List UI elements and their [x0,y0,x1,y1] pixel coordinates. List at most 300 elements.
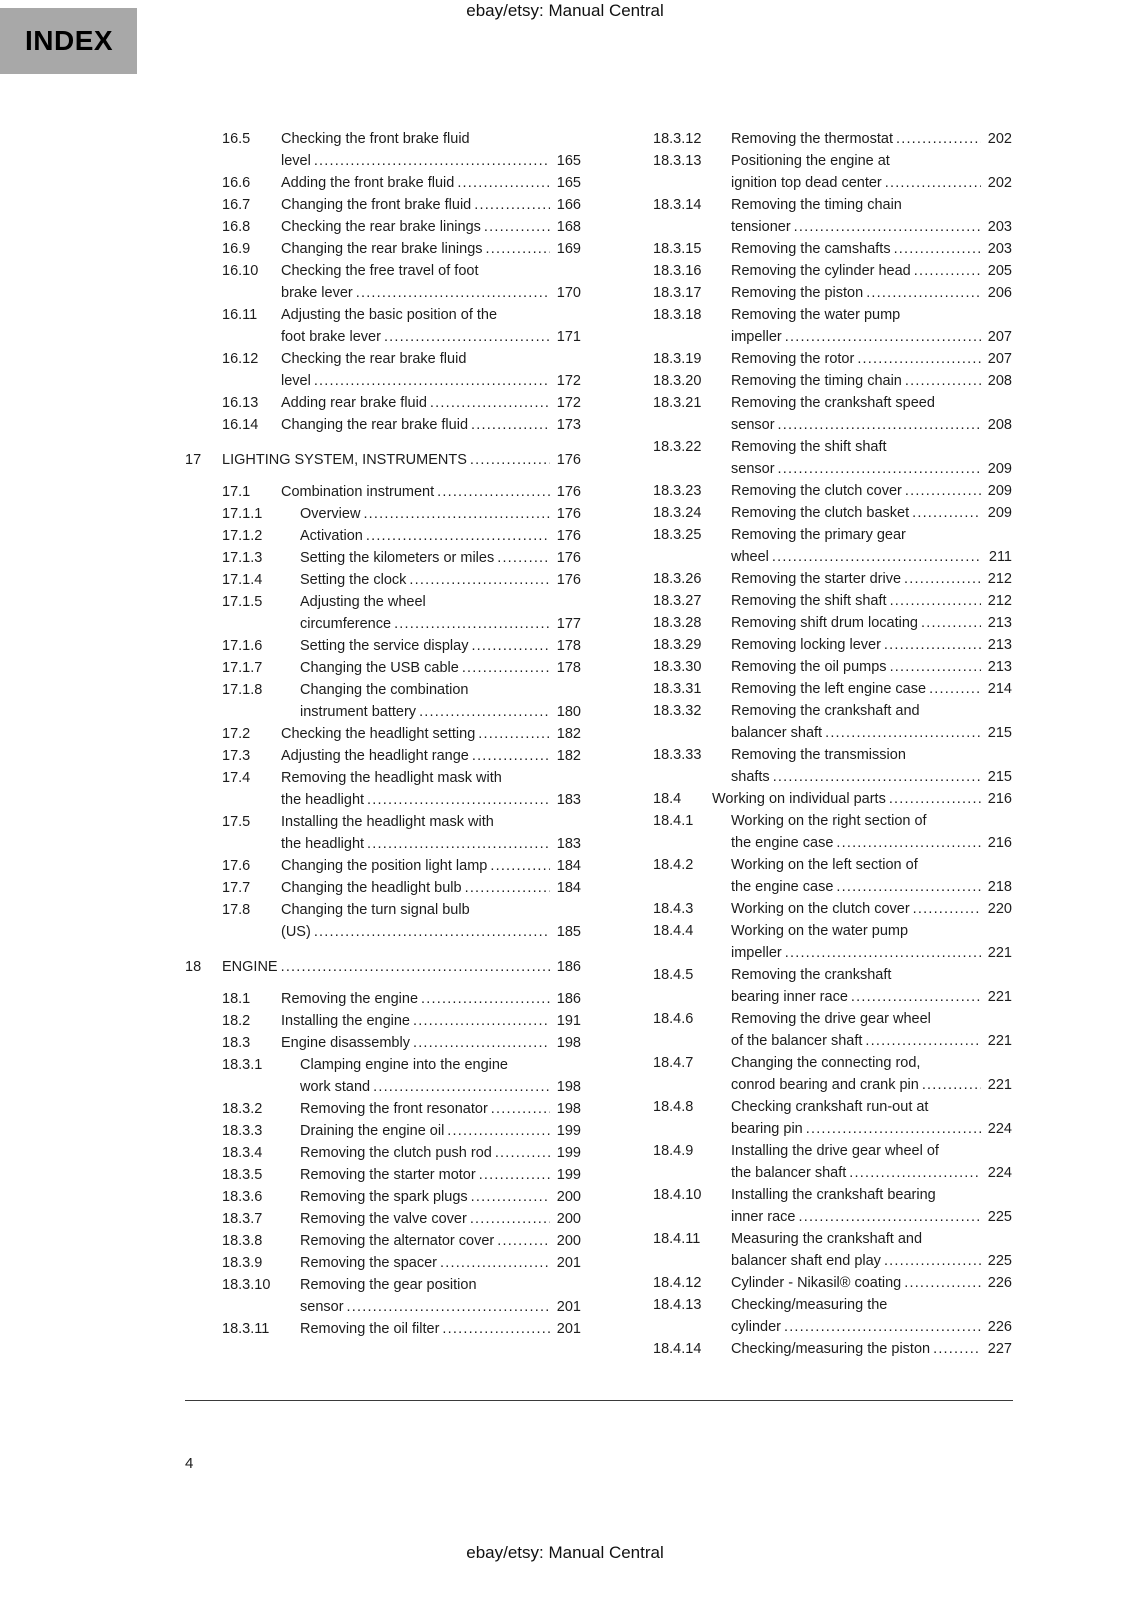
toc-entry-body [300,591,581,635]
toc-entry-lastline [222,449,581,471]
toc-entry-body [281,745,581,767]
toc-entry-number: 18.3.11 [222,1321,270,1337]
toc-entry-body [731,1338,1012,1360]
toc-entry [653,1272,1012,1294]
toc-entry-title: Setting the service display [300,638,469,654]
toc-entry [653,1294,1012,1338]
toc-entry-lastline [731,348,1012,370]
toc-entry-body [731,854,1012,898]
toc-leader-dots [314,921,550,943]
toc-entry-body [281,767,581,811]
toc-entry-lastline [281,370,581,392]
toc-entry [222,503,581,525]
toc-entry-title-line: Working on the water pump [731,923,909,939]
toc-leader-dots [490,855,550,877]
toc-entry-number: 18.3.12 [653,131,702,147]
toc-leader-dots [884,634,981,656]
toc-entry-number: 18.3.7 [222,1211,263,1227]
toc-entry-number: 17.3 [222,748,251,764]
toc-entry [222,216,581,238]
toc-entry-number: 18.3.5 [222,1167,263,1183]
toc-entry-number: 18.3.14 [653,197,702,213]
toc-entry-page: 201 [556,1321,581,1337]
toc-entry-number: 17.1.7 [222,660,263,676]
toc-leader-dots [373,1076,550,1098]
toc-entry-page: 178 [556,660,581,676]
toc-entry-page: 207 [987,351,1012,367]
toc-entry-title: Adding the front brake fluid [281,175,455,191]
toc-entry-title: Removing the starter motor [300,1167,476,1183]
toc-entry-number: 16.10 [222,263,259,279]
toc-entry-lastline [300,1076,581,1098]
toc-leader-dots [904,1272,981,1294]
toc-entry-lastline [731,458,1012,480]
toc-entry-body [300,1318,581,1340]
toc-entry-title: Working on the clutch cover [731,901,910,917]
toc-entry-page: 178 [556,638,581,654]
toc-entry-number: 16.13 [222,395,259,411]
toc-entry-page: 182 [556,726,581,742]
toc-entry [222,260,581,304]
toc-entry-page: 214 [987,681,1012,697]
toc-entry-title-line: Positioning the engine at [731,153,890,169]
toc-entry-page: 209 [987,461,1012,477]
toc-entry-body [281,172,581,194]
toc-entry-body [731,128,1012,150]
toc-entry-title: instrument battery [300,704,417,720]
toc-leader-dots [474,194,550,216]
toc-leader-dots [470,449,550,471]
toc-entry-number: 16.8 [222,219,251,235]
toc-entry-page: 176 [556,506,581,522]
toc-entry-lastline [300,657,581,679]
toc-entry-body [222,956,581,978]
toc-entry-number: 18.4.11 [653,1231,701,1247]
toc-entry-body [300,569,581,591]
toc-entry-number: 17.5 [222,814,251,830]
toc-entry-body [731,964,1012,1008]
toc-leader-dots [772,546,981,568]
toc-leader-dots [825,722,981,744]
toc-entry-lastline [300,1186,581,1208]
toc-entry [222,1208,581,1230]
toc-leader-dots [356,282,550,304]
toc-entry-body [281,304,581,348]
toc-entry-body [300,1186,581,1208]
toc-leader-dots [784,1316,981,1338]
toc-entry-title: impeller [731,329,782,345]
toc-entry-lastline [281,481,581,503]
toc-entry-body [731,502,1012,524]
toc-entry-lastline [281,855,581,877]
toc-entry-page: 198 [556,1079,581,1095]
toc-entry-number: 17.1.8 [222,682,263,698]
toc-leader-dots [478,723,550,745]
toc-entry [222,1318,581,1340]
toc-entry-title: ENGINE [222,959,278,975]
toc-entry-page: 198 [556,1101,581,1117]
toc-entry-body [731,150,1012,194]
toc-entry-body [731,568,1012,590]
toc-entry-number: 18.3.20 [653,373,702,389]
footer-divider [185,1400,1013,1401]
toc-right-column [616,128,1012,1360]
toc-entry-body [300,1098,581,1120]
toc-entry-body [300,547,581,569]
toc-entry-lastline [731,942,1012,964]
toc-leader-dots [366,525,550,547]
toc-entry-lastline [731,1162,1012,1184]
toc-entry-lastline [731,722,1012,744]
toc-entry-lastline [712,788,1012,810]
toc-entry [653,392,1012,436]
toc-leader-dots [497,1230,550,1252]
toc-entry-title: Removing the oil filter [300,1321,440,1337]
toc-entry-body [281,392,581,414]
toc-entry-lastline [731,766,1012,788]
toc-entry-page: 185 [556,924,581,940]
toc-entry-lastline [731,832,1012,854]
toc-entry-lastline [281,745,581,767]
toc-entry [653,348,1012,370]
toc-entry-page: 177 [556,616,581,632]
toc-entry-body [731,1052,1012,1096]
toc-entry-page: 209 [987,483,1012,499]
toc-entry-body [731,744,1012,788]
toc-leader-dots [890,590,981,612]
toc-entry-lastline [281,216,581,238]
toc-leader-dots [442,1318,550,1340]
toc-entry-body [731,612,1012,634]
toc-entry-lastline [300,635,581,657]
toc-entry-page: 202 [987,131,1012,147]
toc-entry-number: 18.3.2 [222,1101,263,1117]
toc-entry-body [731,656,1012,678]
toc-entry [653,1228,1012,1272]
toc-entry-lastline [300,1252,581,1274]
toc-entry-title: the headlight [281,792,365,808]
toc-entry-page: 183 [556,792,581,808]
toc-entry-page: 221 [987,989,1012,1005]
toc-leader-dots [806,1118,981,1140]
toc-entry-title: Removing the alternator cover [300,1233,495,1249]
toc-entry-page: 176 [556,528,581,544]
toc-entry-title-line: Checking/measuring the [731,1297,888,1313]
toc-entry-number: 18.3.26 [653,571,702,587]
toc-entry-title: Checking/measuring the piston [731,1341,931,1357]
toc-entry [653,678,1012,700]
toc-leader-dots [922,1074,981,1096]
toc-entry-lastline [300,525,581,547]
toc-entry-title: Changing the front brake fluid [281,197,472,213]
toc-entry-lastline [731,260,1012,282]
toc-entry [222,569,581,591]
toc-entry-page: 180 [556,704,581,720]
toc-entry [653,1008,1012,1052]
toc-entry-title: Changing the headlight bulb [281,880,462,896]
toc-entry-number: 16.7 [222,197,251,213]
toc-entry-body [300,679,581,723]
toc-leader-dots [894,238,981,260]
toc-entry-title: Adding rear brake fluid [281,395,427,411]
toc-entry-lastline [731,590,1012,612]
toc-entry-title: LIGHTING SYSTEM, INSTRUMENTS [222,452,467,468]
toc-entry-number: 18.3.16 [653,263,702,279]
toc-entry-body [300,1230,581,1252]
toc-entry-number: 18.3.32 [653,703,702,719]
toc-entry-number: 18 [185,959,202,975]
toc-entry-number: 18.3.31 [653,681,702,697]
toc-entry-number: 17.1.2 [222,528,263,544]
toc-leader-dots [486,238,550,260]
toc-entry-lastline [731,656,1012,678]
toc-entry [653,964,1012,1008]
toc-leader-dots [836,876,981,898]
toc-entry-number: 18.3.19 [653,351,702,367]
toc-entry-body [300,1208,581,1230]
toc-leader-dots [471,635,550,657]
toc-entry [222,855,581,877]
toc-entry-title: Removing the thermostat [731,131,893,147]
toc-entry [222,811,581,855]
toc-entry-title: Working on individual parts [712,791,886,807]
toc-leader-dots [933,1338,981,1360]
toc-leader-dots [437,481,550,503]
toc-entry [653,282,1012,304]
toc-entry-title: Setting the kilometers or miles [300,550,495,566]
toc-entry-lastline [731,480,1012,502]
toc-entry-page: 205 [987,263,1012,279]
toc-entry-number: 18.4.10 [653,1187,702,1203]
toc-entry-title: Removing the spark plugs [300,1189,468,1205]
toc-entry-lastline [731,986,1012,1008]
toc-entry [185,956,581,978]
toc-entry-lastline [731,414,1012,436]
toc-entry [653,788,1012,810]
toc-entry-lastline [300,1164,581,1186]
toc-entry-number: 17.7 [222,880,251,896]
toc-leader-dots [785,326,981,348]
toc-entry-number: 17.4 [222,770,251,786]
toc-entry-title: of the balancer shaft [731,1033,863,1049]
toc-entry-title: impeller [731,945,782,961]
toc-entry-page: 199 [556,1167,581,1183]
toc-entry-body [731,348,1012,370]
toc-leader-dots [430,392,550,414]
toc-leader-dots [884,1250,981,1272]
toc-entry-lastline [281,238,581,260]
toc-entry [653,1140,1012,1184]
toc-entry [653,854,1012,898]
toc-entry-title-line: Adjusting the wheel [300,594,426,610]
toc-entry-number: 18.3.17 [653,285,702,301]
page-number: 4 [185,1455,194,1472]
toc-entry-page: 215 [987,769,1012,785]
toc-leader-dots [314,150,550,172]
toc-entry-number: 18.3.29 [653,637,702,653]
toc-entry-number: 16.12 [222,351,259,367]
toc-entry-lastline [300,1230,581,1252]
toc-entry-body [712,788,1012,810]
toc-entry-page: 200 [556,1211,581,1227]
toc-entry-title: conrod bearing and crank pin [731,1077,919,1093]
toc-entry-lastline [731,1206,1012,1228]
toc-entry-title-line: Changing the turn signal bulb [281,902,470,918]
toc-entry-title: Removing the spacer [300,1255,438,1271]
toc-entry-number: 17.1.5 [222,594,263,610]
toc-entry-title: bearing pin [731,1121,803,1137]
toc-leader-dots [857,348,981,370]
toc-entry [222,657,581,679]
toc-entry-body [731,634,1012,656]
toc-entry [222,745,581,767]
toc-entry-title: cylinder [731,1319,781,1335]
toc-entry-lastline [300,1098,581,1120]
toc-entry-number: 16.14 [222,417,259,433]
toc-entry-title: Cylinder - Nikasil® coating [731,1275,902,1291]
toc-entry-title: Removing the oil pumps [731,659,887,675]
toc-leader-dots [785,942,981,964]
toc-leader-dots [929,678,981,700]
toc-entry [222,988,581,1010]
toc-entry-title: Removing the cylinder head [731,263,911,279]
toc-entry [653,568,1012,590]
toc-leader-dots [314,370,550,392]
toc-entry-title: (US) [281,924,311,940]
toc-entry-page: 168 [556,219,581,235]
toc-entry-title: level [281,153,311,169]
toc-entry-body [300,635,581,657]
toc-entry-title: Removing the valve cover [300,1211,467,1227]
toc-entry-number: 17.1 [222,484,251,500]
toc-entry-lastline [281,150,581,172]
toc-entry-title: Adjusting the headlight range [281,748,469,764]
toc-leader-dots [471,414,550,436]
toc-entry-lastline [281,1032,581,1054]
toc-entry-title-line: Removing the gear position [300,1277,477,1293]
toc-entry-lastline [222,956,581,978]
toc-entry-lastline [731,568,1012,590]
toc-entry-lastline [300,701,581,723]
toc-entry-page: 176 [556,550,581,566]
toc-entry-number: 17.2 [222,726,251,742]
toc-entry-number: 16.6 [222,175,251,191]
toc-entry-title-line: Checking crankshaft run-out at [731,1099,929,1115]
toc-entry-number: 18.4.5 [653,967,694,983]
toc-entry-lastline [281,392,581,414]
toc-entry-title: level [281,373,311,389]
toc-entry-lastline [281,1010,581,1032]
toc-entry-body [300,1054,581,1098]
toc-entry-body [281,481,581,503]
toc-entry-number: 17.1.6 [222,638,263,654]
toc-entry-body [731,700,1012,744]
toc-entry-lastline [731,128,1012,150]
toc-entry-page: 183 [556,836,581,852]
toc-entry-title: sensor [731,417,775,433]
toc-entry-body [731,392,1012,436]
toc-entry-page: 199 [556,1123,581,1139]
toc-entry [653,150,1012,194]
toc-entry-page: 186 [556,959,581,975]
toc-entry [222,1010,581,1032]
toc-entry-page: 182 [556,748,581,764]
toc-entry-page: 202 [987,175,1012,191]
toc-entry [653,920,1012,964]
toc-entry [222,877,581,899]
toc-entry-title: Removing the shift shaft [731,593,887,609]
toc-entry-lastline [731,502,1012,524]
toc-leader-dots [914,260,981,282]
toc-entry-body [281,194,581,216]
toc-entry-number: 18.3.25 [653,527,702,543]
toc-entry [653,700,1012,744]
toc-entry-body [731,1272,1012,1294]
toc-entry [653,1052,1012,1096]
toc-leader-dots [836,832,981,854]
toc-entry [222,304,581,348]
toc-entry-page: 209 [987,505,1012,521]
toc-entry-number: 18.3.6 [222,1189,263,1205]
toc-leader-dots [866,282,981,304]
toc-leader-dots [905,480,981,502]
toc-leader-dots [889,788,981,810]
toc-leader-dots [472,745,550,767]
toc-entry-page: 216 [987,835,1012,851]
toc-leader-dots [885,172,981,194]
toc-entry [222,1164,581,1186]
toc-entry-title-line: Clamping engine into the engine [300,1057,508,1073]
toc-entry-number: 18.3.1 [222,1057,263,1073]
toc-entry-title: Changing the position light lamp [281,858,488,874]
toc-entry-number: 18.3.9 [222,1255,263,1271]
toc-entry-lastline [281,414,581,436]
toc-entry [653,1338,1012,1360]
toc-entry-title: balancer shaft [731,725,823,741]
toc-entry-page: 218 [987,879,1012,895]
toc-entry-lastline [281,172,581,194]
toc-entry [222,1142,581,1164]
header-title: ebay/etsy: Manual Central [466,1,664,20]
toc-entry-page: 206 [987,285,1012,301]
toc-entry-title: wheel [731,549,769,565]
toc-entry-page: 221 [987,1033,1012,1049]
toc-leader-dots [384,326,550,348]
toc-entry [222,1252,581,1274]
toc-entry-page: 165 [556,153,581,169]
toc-entry-title: the engine case [731,879,834,895]
toc-leader-dots [778,458,981,480]
toc-entry-body [300,1164,581,1186]
toc-leader-dots [367,789,550,811]
toc-entry-title-line: Checking the free travel of foot [281,263,479,279]
toc-entry-page: 221 [987,945,1012,961]
toc-entry-number: 18.3.23 [653,483,702,499]
toc-entry-title: the balancer shaft [731,1165,847,1181]
index-banner [0,8,137,74]
toc-entry-title: Removing shift drum locating [731,615,918,631]
toc-entry-number: 18.4.14 [653,1341,702,1357]
toc-entry [222,1186,581,1208]
toc-entry-page: 225 [987,1253,1012,1269]
toc-entry-body [731,1008,1012,1052]
toc-entry [653,1184,1012,1228]
toc-entry-lastline [281,194,581,216]
toc-entry-lastline [731,612,1012,634]
toc-entry-page: 171 [556,329,581,345]
toc-entry-page: 220 [987,901,1012,917]
toc-entry [653,480,1012,502]
